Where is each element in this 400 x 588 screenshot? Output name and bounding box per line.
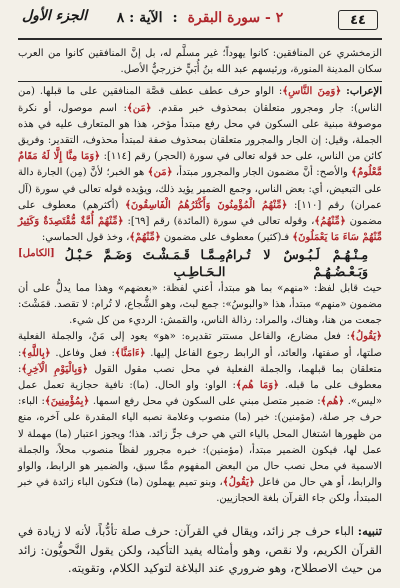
quran-quote: ﴿مِّنْهُمْ أُمَّةٌ مُّقْتَصِدَةٌ وَكَثِيرٌ مِّنْهُمْ سَاءَ مَا يَعْمَلُونَ﴾ <box>18 216 382 244</box>
quran-quote: ﴿مِّنْهُمْ﴾ <box>129 232 161 244</box>
sura-name: ٢ - سورة البقرة <box>187 10 284 26</box>
page-header <box>18 8 382 40</box>
quran-quote: ﴿يَقُولُ﴾ <box>222 477 255 489</box>
page-content <box>18 40 382 508</box>
quran-quote: ﴿هُم﴾ <box>320 396 345 408</box>
verse-second-hemistich: مِـمَّـا قَـمَـشْـتَ وَضَـمَّ حَـبْـلُ الـحَـاطِـبِ <box>64 247 226 279</box>
quran-quote: ﴿مَن﴾ <box>147 167 173 179</box>
intro-paragraph: الزمخشري عن المنافقين: كانوا يهوداً؛ غير مسلَّم له، بل إنَّ المنافقين كانوا من العرب سكان المدينة المنورة، ورئيسهم عبد الله بنُ أُبَيٍّ خزرجيٌّ الأصل. <box>18 48 382 76</box>
quran-quote: ﴿مِّنْهُمُ﴾ <box>314 216 346 228</box>
poetic-meter: [الكامل] <box>18 248 55 260</box>
irab-paragraph: الإعراب: ﴿وَمِنَ النَّاسِ﴾: الواو حرف عطف عطف قصَّة المنافقين على ما قبلها. (من الناس): جار ومجرور متعلقان بمحذوف خبر مقدم. ﴿مَن﴾: اسم موصول، أو نكرة موصوفة مبنية على السكون في محل رفع مبتدأ مؤخر، هذا هو المتعارف عليه في هذه الجملة، وقيل: إن الجار والمجرور متعلقان بمحذوف صفة لمبتدأ محذوف، التقدير: وفريق كائن من الناس، على حد قوله تعالى في سورة (الحجر) رقم [١١٤]: ﴿وَمَا مِنَّا إِلَّا لَهُ مَقَامٌ مَّعْلُومٌ﴾ والأصح: أنَّ مضمون الجار والمجرور مبتدأ، ﴿مَن﴾ هو الخبر؛ لأنَّ (مِن) الجارة دالة على التبعيض، أي: بعض الناس، وجمع الضمير يؤيد ذلك، ويؤيده قوله تعالى في سورة (آل عمران) رقم [١١٠]: ﴿مِّنْهُمُ الْمُؤْمِنُونَ وَأَكْثَرُهُمُ الْفَاسِقُونَ﴾ (أكثرهم) معطوف على مضمون ﴿مِّنْهُمُ﴾، وقوله تعالى في سورة (المائدة) رقم [٦٩]: ﴿مِّنْهُمْ أُمَّةٌ مُّقْتَصِدَةٌ وَكَثِيرٌ مِّنْهُمْ سَاءَ مَا يَعْمَلُونَ﴾ فـ(كثير) معطوف على مضمون ﴿مِّنْهُمْ﴾، وخذ قول الحماسي: [الكامل] <box>18 84 382 246</box>
irab-label: الإعراب: <box>346 86 382 98</box>
juz-label: الجزء الأول <box>22 8 88 24</box>
page-number: ٤٤ <box>338 10 378 30</box>
quran-quote: ﴿بِاللَّهِ﴾ <box>21 347 51 359</box>
note-section <box>18 522 382 578</box>
note-text: الباء حرف جر زائد، ويقال في القرآن: حرف صلة تأدُّباً، لأنه لا زيادة في القرآن الكريم، ولا نقص، وهو وأمثاله يفيد التأكيد، ولكن يقول النَّحويُّون: زائد من حيث الاصطلاح، وهو ضروري عند البلاغة لتوكيد الكلام، وتقويته. <box>18 524 382 576</box>
quran-quote: ﴿مَن﴾ <box>126 102 152 114</box>
quran-quote: ﴿مِّنْهُمُ الْمُؤْمِنُونَ وَأَكْثَرُهُمُ الْفَاسِقُونَ﴾ <box>125 199 288 211</box>
verse-first-hemistich: مِـنْـهُـمْ لَـبُـوسٌ لا تُـرامُ وَبَـعْـضُـهُـمْ <box>225 247 368 279</box>
quran-quote: ﴿وَمَا هُم﴾ <box>235 380 279 392</box>
sura-ayah-heading: ٢ - سورة البقرة:الآية : ٨ <box>116 10 284 26</box>
quran-quote: ﴿وَبِالْيَوْمِ الْآخِرِ﴾ <box>21 363 89 375</box>
ayah-number: الآية : ٨ <box>116 10 163 26</box>
section-divider <box>18 81 382 82</box>
quran-quote: ﴿وَمَا مِنَّا إِلَّا لَهُ مَقَامٌ مَّعْلُومٌ﴾ <box>18 151 382 179</box>
grammar-paragraph: ﴿يَقُولُ﴾: فعل مضارع، والفاعل مستتر تقديره: «هو» يعود إلى مَنْ، والجملة الفعلية صلتها، أو صفتها، والعائد، أو الرابط رجوع الفاعل إليها. ﴿ءَامَنَّا﴾: فعل وفاعل. ﴿بِاللَّهِ﴾: متعلقان بما قبلهما، والجملة الفعلية في محل نصب مقول القول ﴿وَبِالْيَوْمِ الْآخِرِ﴾: معطوف على ما قبله. ﴿وَمَا هُم﴾: الواو: واو الحال. (ما): نافية حجازية تعمل عمل «ليس». ﴿هُم﴾: ضمير متصل مبني على السكون في محل رفع اسمها. ﴿بِمُؤْمِنِينَ﴾: الباء: حرف جر صلة، (مؤمنين): خبر (ما) منصوب وعلامة نصبه الياء المقدرة على آخره، منع من ظهورها اشتغال المحل بالياء التي هي حرف جرٍّ زائد. هذا؛ ويجوز اعتبار (ما) مهملة لا عمل لها، فيكون الضمير مبتدأ، (مؤمنين): خبره مجرور لفظاً منصوب محلاً، والجملة الاسمية في محل نصب حال من البعض المفهوم ممَّا سبق، والضمير هو الرابط، والواو والرابط، أو هي حال من فاعل ﴿يَقُولُ﴾، وبنو تميم يهملون (ما) فتكون الباء زائدة في خبر المبتدأ، ولكن جاء القرآن بلغة الحجازيين. <box>18 331 382 505</box>
explanation-paragraph: حيث قابل لفظ: «منهم» بما هو مبتدأ، أعني لفظة: «بعضهم» وهذا مما يدلُّ على أن مضمون «منهم» مبتدأ، هذا «والبوسُ»: جمع لبث، وهو الشُّجاع، لا تُرام: لا تقصد. قمَشْتَ: جمعت من هنا، وهناك، والمراد: رذالة الناس، والقمش: الرديء من كل شيء. <box>18 282 382 327</box>
quran-quote: ﴿بِمُؤْمِنِينَ﴾ <box>44 396 90 408</box>
poem-verse <box>55 246 382 280</box>
note-label: تنبيه: <box>357 524 383 539</box>
quran-quote: ﴿وَمِنَ النَّاسِ﴾ <box>282 86 342 98</box>
quran-quote: ﴿ءَامَنَّا﴾ <box>114 347 146 359</box>
quran-quote: ﴿يَقُولُ﴾ <box>350 331 382 343</box>
